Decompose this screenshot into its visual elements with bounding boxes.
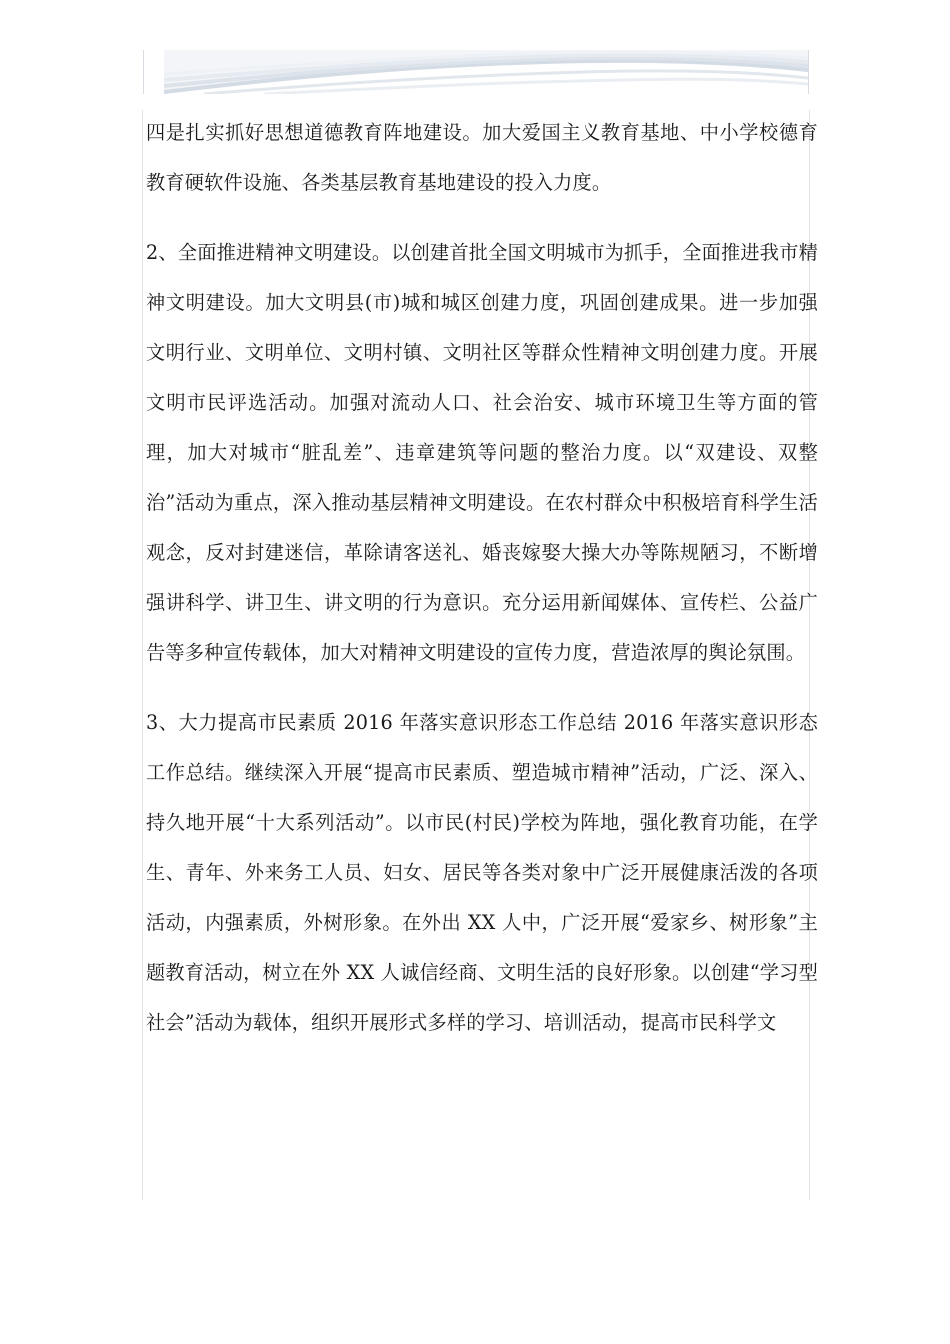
header-banner (143, 50, 809, 94)
document-body (146, 108, 818, 1068)
paragraph-3: 3、大力提高市民素质 2016 年落实意识形态工作总结 2016 年落实意识形态工作总结。继续深入开展“提高市民素质、塑造城市精神”活动，广泛、深入、持久地开展“十大系列活动”。以市民(村民)学校为阵地，强化教育功能，在学生、青年、外来务工人员、妇女、居民等各类对象中广泛开展健康活泼的各项活动，内强素质，外树形象。在外出 XX 人中，广泛开展“爱家乡、树形象”主题教育活动，树立在外 XX 人诚信经商、文明生活的良好形象。以创建“学习型社会”活动为载体，组织开展形式多样的学习、培训活动，提高市民科学文 (146, 711, 818, 1034)
wave-banner-icon (144, 50, 808, 94)
paragraph-1: 四是扎实抓好思想道德教育阵地建设。加大爱国主义教育基地、中小学校德育教育硬软件设施、各类基层教育基地建设的投入力度。 (146, 121, 818, 194)
paragraph-2: 2、全面推进精神文明建设。以创建首批全国文明城市为抓手，全面推进我市精神文明建设。加大文明县(市)城和城区创建力度，巩固创建成果。进一步加强文明行业、文明单位、文明村镇、文明社区等群众性精神文明创建力度。开展文明市民评选活动。加强对流动人口、社会治安、城市环境卫生等方面的管理，加大对城市“脏乱差”、违章建筑等问题的整治力度。以“双建设、双整治”活动为重点，深入推动基层精神文明建设。在农村群众中积极培育科学生活观念，反对封建迷信，革除请客送礼、婚丧嫁娶大操大办等陈规陋习，不断增强讲科学、讲卫生、讲文明的行为意识。充分运用新闻媒体、宣传栏、公益广告等多种宣传载体，加大对精神文明建设的宣传力度，营造浓厚的舆论氛围。 (146, 241, 818, 664)
